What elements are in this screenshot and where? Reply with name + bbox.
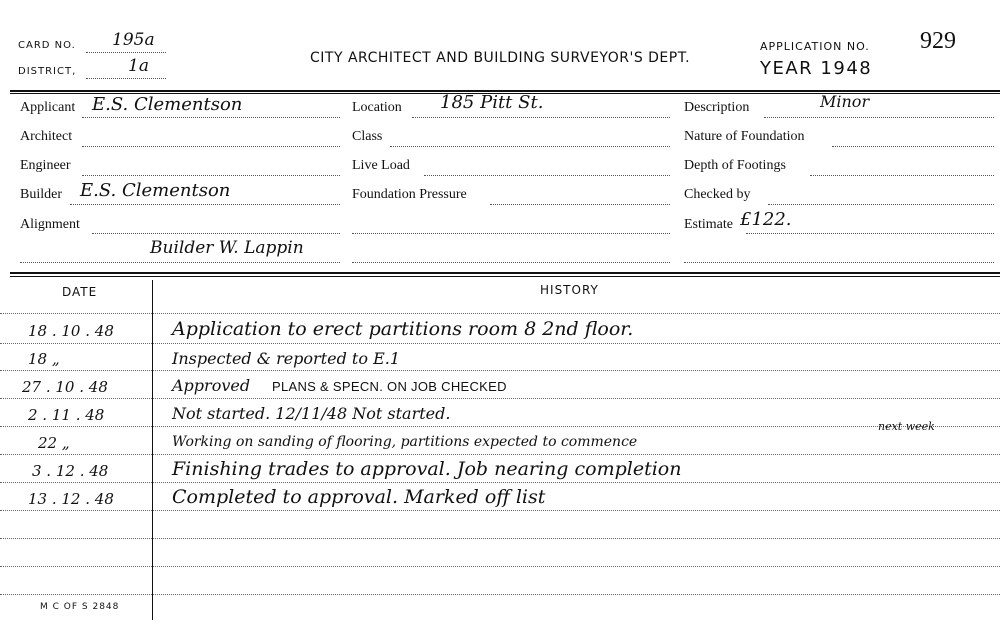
history-entry: Completed to approval. Marked off list [172,486,546,508]
district-line [86,78,166,79]
district-value: 1a [128,56,149,76]
builder-value: E.S. Clementson [80,180,231,201]
application-label: APPLICATION NO. [760,40,870,53]
history-rule [0,482,1000,483]
history-entry: Inspected & reported to E.1 [172,349,401,368]
estimate-line [746,233,994,234]
form-code: M C OF S 2848 [40,602,120,612]
middle-rule-inner [10,276,1000,277]
history-rule [0,454,1000,455]
history-date: 18 . 10 . 48 [28,322,114,340]
applicant-value: E.S. Clementson [92,94,243,115]
history-rule [0,370,1000,371]
history-entry: Working on sanding of flooring, partitions expected to commence [172,434,638,450]
depth-label: Depth of Footings [684,158,786,173]
history-rule [0,510,1000,511]
application-number: 929 [920,28,956,54]
checked-line [768,204,994,205]
history-entry: Not started. 12/11/48 Not started. [172,404,451,423]
history-rule [0,594,1000,595]
class-label: Class [352,129,383,144]
history-entry: Application to erect partitions room 8 2nd floor. [172,318,634,340]
history-date: 2 . 11 . 48 [28,406,105,424]
depth-line [810,175,994,176]
description-line [764,117,994,118]
history-rule [0,538,1000,539]
date-header: DATE [62,285,98,299]
engineer-line [82,175,340,176]
year-label: YEAR 1948 [760,58,873,79]
card-no-label: CARD NO. [18,40,76,51]
location-line [412,117,670,118]
engineer-label: Engineer [20,158,71,173]
location-label: Location [352,100,402,115]
col2-line5 [352,233,670,234]
history-date: 27 . 10 . 48 [22,378,108,396]
foundation-pressure-line [490,204,670,205]
history-rule [0,313,1000,314]
location-value: 185 Pitt St. [440,92,544,113]
note-line [20,262,340,263]
class-line [390,146,670,147]
alignment-label: Alignment [20,217,80,232]
middle-rule [10,272,1000,274]
builder-note: Builder W. Lappin [150,238,304,258]
history-date: 22 „ [38,434,70,452]
history-date: 13 . 12 . 48 [28,490,114,508]
builder-label: Builder [20,187,62,202]
dept-title: CITY ARCHITECT AND BUILDING SURVEYOR'S DEPT. [310,50,691,66]
card-no-value: 195a [112,30,155,50]
nature-label: Nature of Foundation [684,129,805,144]
checked-label: Checked by [684,187,751,202]
history-date: 18 „ [28,350,60,368]
estimate-label: Estimate [684,217,733,232]
applicant-line [82,117,340,118]
history-entry-addendum: next week [878,420,935,433]
history-date: 3 . 12 . 48 [32,462,109,480]
history-rule [0,566,1000,567]
col2-line6 [352,262,670,263]
estimate-value: £122. [740,209,792,230]
date-column-divider [152,280,153,620]
liveload-line [424,175,670,176]
district-label: DISTRICT, [18,66,77,77]
approval-stamp: PLANS & SPECN. ON JOB CHECKED [272,379,507,394]
applicant-label: Applicant [20,100,76,115]
architect-label: Architect [20,129,73,144]
liveload-label: Live Load [352,158,410,173]
description-value: Minor [820,92,870,111]
alignment-line [92,233,340,234]
card-no-line [86,52,166,53]
history-rule [0,343,1000,344]
builder-line [70,204,340,205]
history-header: HISTORY [540,283,599,297]
history-entry: Finishing trades to approval. Job nearing completion [172,458,682,480]
description-label: Description [684,100,750,115]
history-entry: Approved [172,376,251,395]
architect-line [82,146,340,147]
history-rule [0,398,1000,399]
history-rule [0,426,1000,427]
nature-line [832,146,994,147]
foundation-pressure-label: Foundation Pressure [352,187,467,202]
col3-line6 [684,262,994,263]
